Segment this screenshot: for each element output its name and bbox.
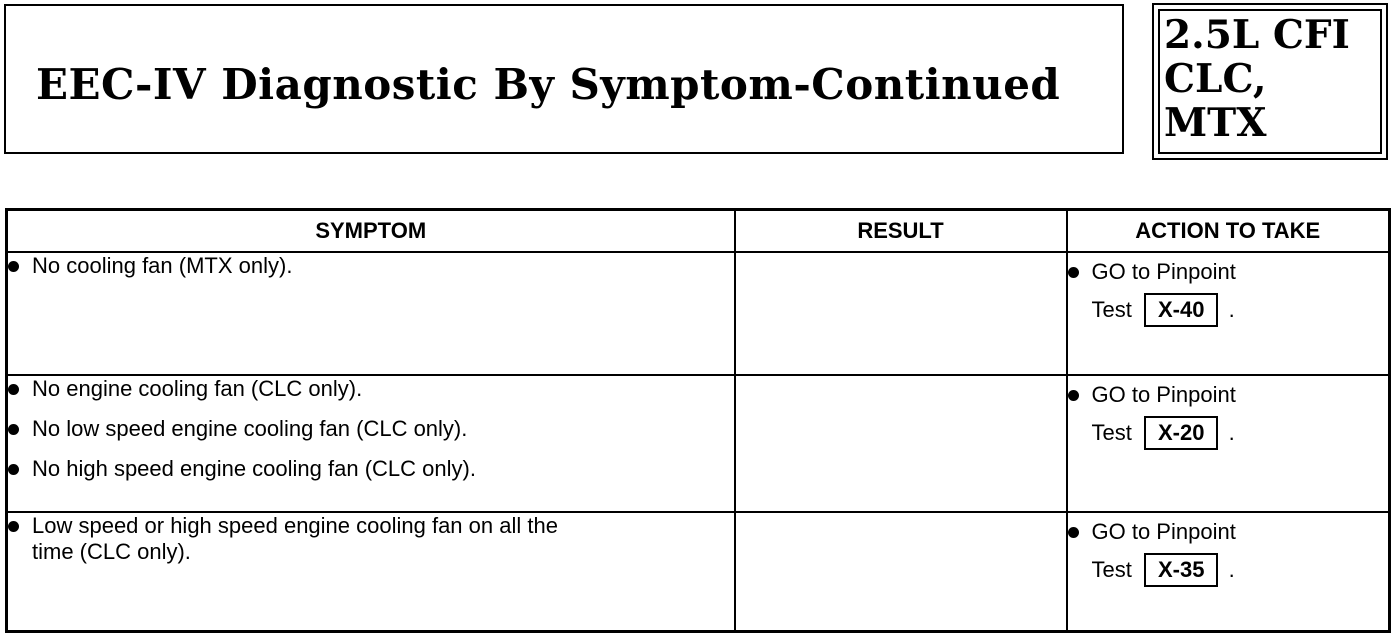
action-test-line bbox=[1092, 291, 1389, 329]
symptom-item: Low speed or high speed engine cooling fan on all the time (CLC only). bbox=[8, 513, 592, 565]
engine-tag-line: MTX bbox=[1164, 100, 1267, 146]
table-header-row bbox=[7, 210, 1390, 253]
page-title: EEC-IV Diagnostic By Symptom-Continued bbox=[36, 59, 1061, 109]
result-cell bbox=[735, 512, 1067, 632]
symptom-item: No high speed engine cooling fan (CLC only). bbox=[8, 456, 734, 482]
symptom-cell bbox=[7, 252, 735, 375]
action-item bbox=[1068, 376, 1389, 452]
symptom-list bbox=[8, 253, 734, 279]
symptom-cell bbox=[7, 375, 735, 512]
action-cell bbox=[1067, 512, 1390, 632]
action-test-label: Test bbox=[1091, 297, 1132, 322]
symptom-cell bbox=[7, 512, 735, 632]
action-test-label: Test bbox=[1091, 420, 1132, 445]
action-text: GO to Pinpoint bbox=[1091, 259, 1236, 284]
action-text: GO to Pinpoint bbox=[1091, 519, 1236, 544]
symptom-item: No low speed engine cooling fan (CLC only). bbox=[8, 416, 734, 442]
action-period: . bbox=[1228, 420, 1235, 445]
action-text: GO to Pinpoint bbox=[1091, 382, 1236, 407]
action-period: . bbox=[1228, 557, 1235, 582]
pinpoint-test-code: X-40 bbox=[1144, 293, 1218, 327]
engine-tag-line: CLC, bbox=[1164, 56, 1267, 102]
symptom-list bbox=[8, 513, 734, 565]
action-item bbox=[1068, 253, 1389, 329]
action-item bbox=[1068, 513, 1389, 589]
symptom-item: No cooling fan (MTX only). bbox=[8, 253, 734, 279]
engine-tag-line: 2.5L CFI bbox=[1164, 12, 1350, 58]
engine-tag bbox=[1164, 13, 1350, 145]
symptom-item: No engine cooling fan (CLC only). bbox=[8, 376, 734, 402]
action-cell bbox=[1067, 252, 1390, 375]
table-row bbox=[7, 512, 1390, 632]
title-box bbox=[4, 4, 1124, 154]
result-cell bbox=[735, 252, 1067, 375]
pinpoint-test-code: X-35 bbox=[1144, 553, 1218, 587]
symptom-list bbox=[8, 376, 734, 482]
result-column-header: RESULT bbox=[735, 210, 1067, 253]
result-cell bbox=[735, 375, 1067, 512]
diagnostic-table bbox=[5, 208, 1391, 633]
pinpoint-test-code: X-20 bbox=[1144, 416, 1218, 450]
symptom-column-header: SYMPTOM bbox=[7, 210, 735, 253]
action-column-header: ACTION TO TAKE bbox=[1067, 210, 1390, 253]
action-test-line bbox=[1092, 414, 1389, 452]
action-cell bbox=[1067, 375, 1390, 512]
table-row bbox=[7, 252, 1390, 375]
action-test-label: Test bbox=[1091, 557, 1132, 582]
table-row bbox=[7, 375, 1390, 512]
action-test-line bbox=[1092, 551, 1389, 589]
engine-tag-box bbox=[1152, 3, 1388, 160]
action-period: . bbox=[1228, 297, 1235, 322]
